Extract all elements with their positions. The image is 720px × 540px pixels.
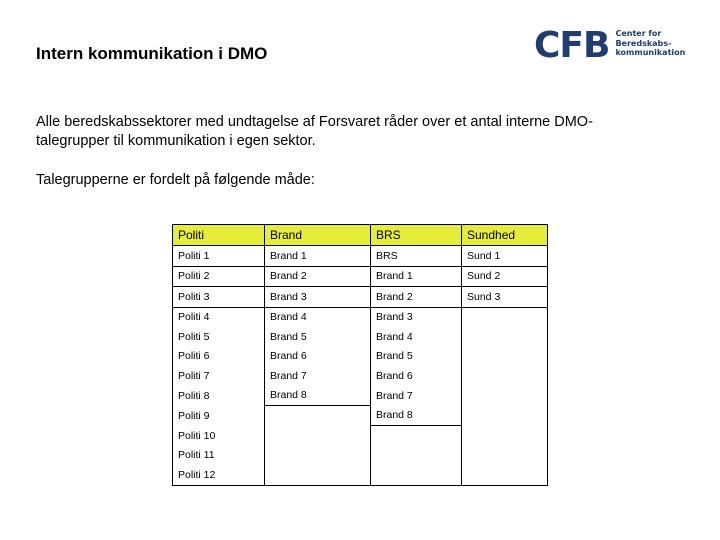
table-cell: Brand 7 bbox=[265, 366, 371, 386]
table-row bbox=[173, 446, 548, 466]
table-cell: Politi 5 bbox=[173, 327, 265, 347]
table-row bbox=[173, 266, 548, 287]
header-sundhed: Sundhed bbox=[462, 225, 548, 246]
logo-line-1: Center for bbox=[615, 29, 662, 38]
table-cell: BRS bbox=[371, 246, 462, 267]
table-cell bbox=[462, 307, 548, 327]
table-cell: Brand 6 bbox=[371, 366, 462, 386]
table-cell: Politi 1 bbox=[173, 246, 265, 267]
table-cell: Politi 11 bbox=[173, 446, 265, 466]
header-brand: Brand bbox=[265, 225, 371, 246]
header-politi: Politi bbox=[173, 225, 265, 246]
table-cell: Brand 8 bbox=[371, 406, 462, 426]
table-cell: Politi 7 bbox=[173, 366, 265, 386]
table-cell bbox=[462, 426, 548, 446]
table-cell: Politi 6 bbox=[173, 347, 265, 367]
table-cell: Sund 3 bbox=[462, 287, 548, 308]
intro-paragraph: Alle beredskabssektorer med undtagelse af Forsvaret råder over et antal interne DMO-talegrupper til kommunikation i egen sektor. bbox=[36, 114, 593, 149]
table-body bbox=[173, 246, 548, 486]
logo-text bbox=[615, 29, 685, 58]
table-cell bbox=[462, 406, 548, 426]
table-cell bbox=[462, 386, 548, 406]
table-row bbox=[173, 287, 548, 308]
table-cell: Politi 12 bbox=[173, 465, 265, 485]
table-cell bbox=[265, 426, 371, 446]
table-cell: Brand 2 bbox=[371, 287, 462, 308]
table-cell bbox=[462, 347, 548, 367]
table-row bbox=[173, 347, 548, 367]
table-row bbox=[173, 246, 548, 267]
table-row bbox=[173, 327, 548, 347]
table-cell: Politi 4 bbox=[173, 307, 265, 327]
table-cell: Brand 4 bbox=[265, 307, 371, 327]
table-cell: Brand 2 bbox=[265, 266, 371, 287]
table-cell: Politi 3 bbox=[173, 287, 265, 308]
table-cell: Sund 1 bbox=[462, 246, 548, 267]
table-cell: Sund 2 bbox=[462, 266, 548, 287]
table-cell: Brand 3 bbox=[371, 307, 462, 327]
logo-line-3: kommunikation bbox=[615, 48, 686, 57]
table-cell bbox=[371, 465, 462, 485]
table-row bbox=[173, 426, 548, 446]
table-cell: Politi 2 bbox=[173, 266, 265, 287]
table-cell bbox=[265, 446, 371, 466]
table-cell bbox=[371, 446, 462, 466]
table-cell bbox=[462, 327, 548, 347]
table-cell: Brand 5 bbox=[371, 347, 462, 367]
table-cell: Brand 1 bbox=[265, 246, 371, 267]
table-row bbox=[173, 366, 548, 386]
table-header-row bbox=[173, 225, 548, 246]
table-cell: Politi 9 bbox=[173, 406, 265, 426]
table-cell bbox=[462, 465, 548, 485]
table-row bbox=[173, 386, 548, 406]
talegrupper-table bbox=[172, 224, 548, 486]
table-cell: Brand 1 bbox=[371, 266, 462, 287]
table-cell bbox=[462, 446, 548, 466]
table-cell bbox=[371, 426, 462, 446]
table-cell: Brand 7 bbox=[371, 386, 462, 406]
table-cell: Brand 4 bbox=[371, 327, 462, 347]
table-row bbox=[173, 307, 548, 327]
table-row bbox=[173, 465, 548, 485]
logo-line-2: Beredskabs- bbox=[615, 38, 672, 48]
logo-mark: CFB bbox=[534, 25, 610, 66]
header-brs: BRS bbox=[371, 225, 462, 246]
table-cell: Brand 8 bbox=[265, 386, 371, 406]
page-title: Intern kommunikation i DMO bbox=[36, 44, 268, 63]
table-cell bbox=[265, 406, 371, 426]
table-cell: Brand 3 bbox=[265, 287, 371, 308]
table-cell bbox=[462, 366, 548, 386]
table-cell bbox=[265, 465, 371, 485]
table-intro: Talegrupperne er fordelt på følgende måde: bbox=[36, 172, 315, 188]
table-cell: Politi 10 bbox=[173, 426, 265, 446]
table-cell: Politi 8 bbox=[173, 386, 265, 406]
cfb-logo bbox=[534, 25, 686, 66]
table-row bbox=[173, 406, 548, 426]
table-cell: Brand 6 bbox=[265, 347, 371, 367]
table-cell: Brand 5 bbox=[265, 327, 371, 347]
